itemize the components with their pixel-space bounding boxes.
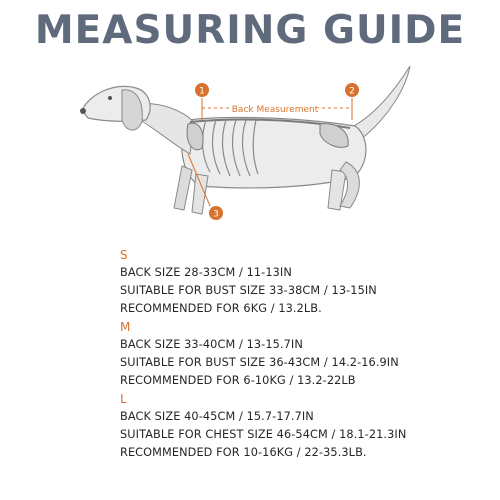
size-l-back: BACK SIZE 40-45CM / 15.7-17.7IN [120, 410, 314, 423]
size-letter-m: M [120, 320, 131, 334]
svg-text:3: 3 [213, 209, 219, 220]
page-title: MEASURING GUIDE [34, 8, 466, 53]
marker-3 [209, 206, 223, 220]
size-s-back: BACK SIZE 28-33CM / 11-13IN [120, 266, 292, 279]
marker-1 [195, 83, 209, 97]
marker-2 [345, 83, 359, 97]
size-letter-l: L [120, 392, 127, 406]
size-s-weight: RECOMMENDED FOR 6KG / 13.2LB. [120, 302, 322, 315]
svg-text:2: 2 [349, 86, 355, 97]
size-m-weight: RECOMMENDED FOR 6-10KG / 13.2-22LB [120, 374, 356, 387]
size-letter-s: S [120, 248, 128, 262]
size-l-weight: RECOMMENDED FOR 10-16KG / 22-35.3LB. [120, 446, 367, 459]
dog-illustration [70, 58, 430, 228]
back-measurement-label: Back Measurement [231, 105, 319, 115]
size-l-chest: SUITABLE FOR CHEST SIZE 46-54CM / 18.1-21.3IN [120, 428, 407, 441]
svg-text:1: 1 [199, 86, 205, 97]
size-m-bust: SUITABLE FOR BUST SIZE 36-43CM / 14.2-16.9IN [120, 356, 399, 369]
size-s-bust: SUITABLE FOR BUST SIZE 33-38CM / 13-15IN [120, 284, 377, 297]
size-list [120, 246, 490, 462]
size-m-back: BACK SIZE 33-40CM / 13-15.7IN [120, 338, 303, 351]
